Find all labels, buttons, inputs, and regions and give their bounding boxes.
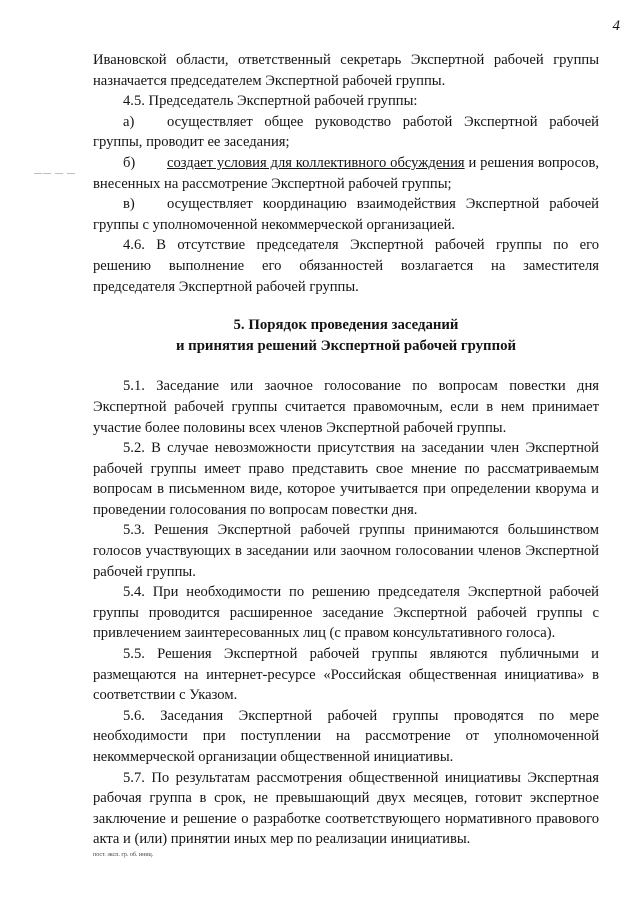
list-item-a [93,112,599,153]
paragraph-4-6: 4.6. В отсутствие председателя Экспертной рабочей группы по его решению выполнение его обязанностей возлагается на заместителя председателя Экспертной рабочей группы. [93,237,599,295]
paragraph-5-1: 5.1. Заседание или заочное голосование по вопросам повестки дня Экспертной рабочей группы считается правомочным, если в нем принимает участие более половины всех членов Экспертной рабочей группы. [93,378,599,436]
section-heading-line2: и принятия решений Экспертной рабочей группой [175,337,517,354]
document-body [93,50,599,850]
paragraph-4-5: 4.5. Председатель Экспертной рабочей группы: [123,93,418,110]
page-number: 4 [612,18,620,34]
paragraph-5-2: 5.2. В случае невозможности присутствия на заседании член Экспертной рабочей группы имеет право представить свое мнение по рассматриваемым вопросам в письменном виде, которое учитывается при определении кворума и проведении голосования по вопросам повестки дня. [93,440,599,518]
underlined-text: создает условия для коллективного обсуждения [167,154,465,171]
paragraph-5-5: 5.5. Решения Экспертной рабочей группы являются публичными и размещаются на интернет-ресурсе «Российская общественная инициатива» в соответствии с Указом. [93,646,599,704]
paragraph-5-3: 5.3. Решения Экспертной рабочей группы принимаются большинством голосов участвующих в заседании или заочном голосовании членов Экспертной рабочей группы. [93,522,599,580]
paragraph-5-7: 5.7. По результатам рассмотрения общественной инициативы Экспертная рабочая группа в срок, не превышающий двух месяцев, готовит экспертное заключение и решение о разработке соответствующего нормативного правового акта и (или) принятии иных мер по реализации инициативы. [93,769,599,848]
margin-mark: —— — — [34,168,76,177]
paragraph-continuation: Ивановской области, ответственный секретарь Экспертной рабочей группы назначается председателем Экспертной рабочей группы. [93,52,599,89]
list-label: в) [123,196,135,213]
paragraph-5-4: 5.4. При необходимости по решению председателя Экспертной рабочей группы проводится расширенное заседание Экспертной рабочей группы с привлечением заинтересованных лиц (с правом консультативного голоса). [93,584,599,642]
list-item-c [93,194,599,235]
list-label: а) [123,113,135,130]
list-text: осуществляет координацию взаимодействия Экспертной рабочей группы с уполномоченной некоммерческой организацией. [93,196,599,233]
list-text: осуществляет общее руководство работой Экспертной рабочей группы, проводит ее заседания; [93,113,599,151]
section-heading-line1: 5. Порядок проведения заседаний [233,317,459,334]
list-text: и решения вопросов, внесенных на рассмотрение Экспертной рабочей группы; [93,154,599,192]
list-item-b [93,153,599,194]
paragraph-5-6: 5.6. Заседания Экспертной рабочей группы проводятся по мере необходимости при поступлении на рассмотрение от уполномоченной некоммерческой организации общественной инициативы. [93,707,599,765]
list-label: б) [123,154,136,171]
footer-note: пост. эксп. гр. об. иниц. [93,852,154,858]
